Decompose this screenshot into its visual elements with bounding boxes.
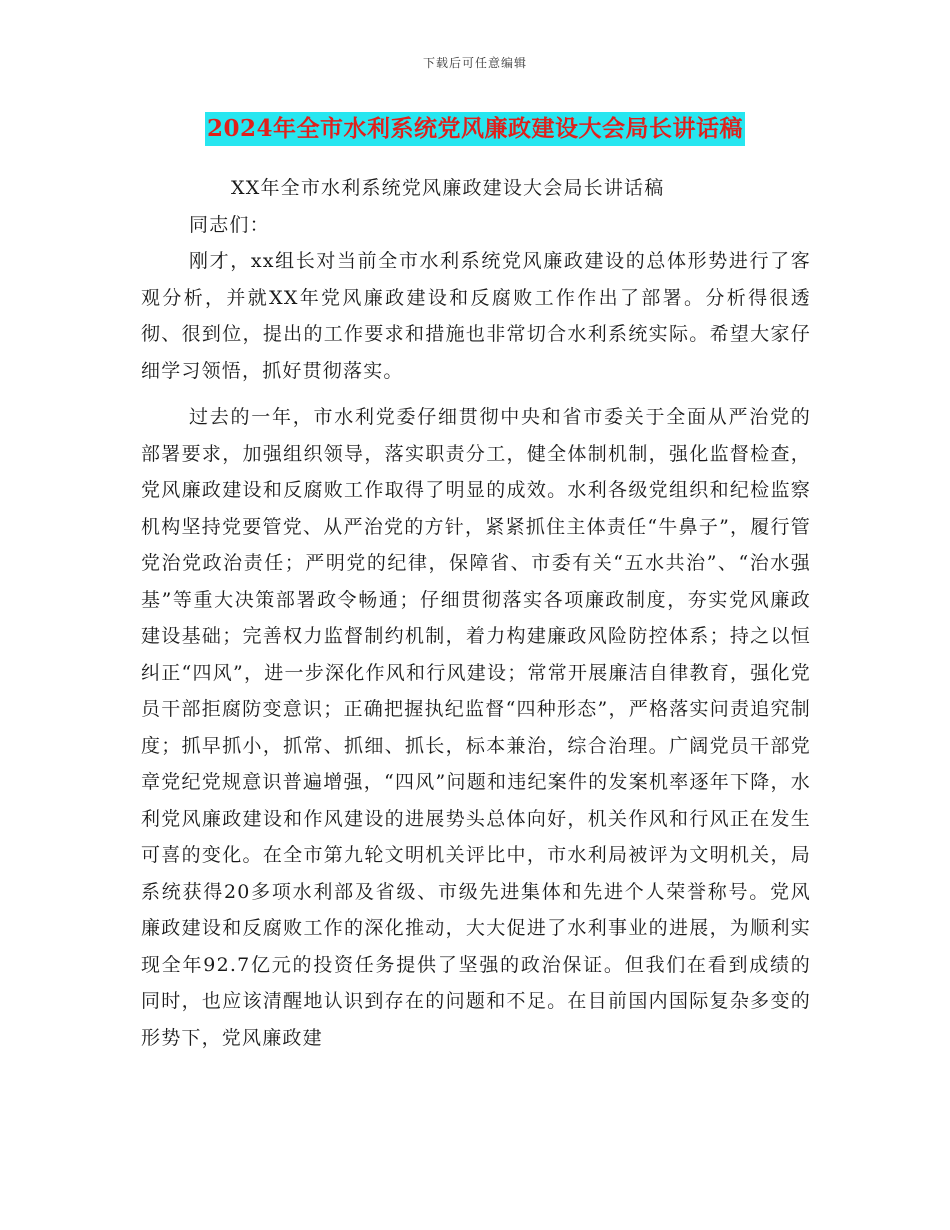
paragraph-1: 刚才，xx组长对当前全市水利系统党风廉政建设的总体形势进行了客观分析，并就XX年党风廉政建设和反腐败工作作出了部署。分析得很透彻、很到位，提出的工作要求和措施也非常切合水利系统实际。希望大家仔细学习领悟，抓好贯彻落实。 — [141, 250, 811, 382]
paragraph-2: 过去的一年，市水利党委仔细贯彻中央和省市委关于全面从严治党的部署要求，加强组织领导，落实职责分工，健全体制机制，强化监督检查，党风廉政建设和反腐败工作取得了明显的成效。水利各级党组织和纪检监察机构坚持党要管党、从严治党的方针，紧紧抓住主体责任“牛鼻子”，履行管党治党政治责任；严明党的纪律，保障省、市委有关“五水共治”、“治水强基”等重大决策部署政令畅通；仔细贯彻落实各项廉政制度，夯实党风廉政建设基础；完善权力监督制约机制，着力构建廉政风险防控体系；持之以恒纠正“四风”，进一步深化作风和行风建设；常常开展廉洁自律教育，强化党员干部拒腐防变意识；正确把握执纪监督“四种形态”，严格落实问责追究制度；抓早抓小，抓常、抓细、抓长，标本兼治，综合治理。广阔党员干部党章党纪党规意识普遍增强，“四风”问题和违纪案件的发案机率逐年下降，水利党风廉政建设和作风建设的进展势头总体向好，机关作风和行风正在发生可喜的变化。在全市第九轮文明机关评比中，市水利局被评为文明机关，局系统获得20多项水利部及省级、市级先进集体和先进个人荣誉称号。党风廉政建设和反腐败工作的深化推动，大大促进了水利事业的进展，为顺利实现全年92.7亿元的投资任务提供了坚强的政治保证。但我们在看到成绩的同时，也应该清醒地认识到存在的问题和不足。在目前国内国际复杂多变的形势下，党风廉政建 — [141, 406, 811, 1049]
header-note: 下载后可任意编辑 — [422, 56, 527, 70]
document-subtitle: XX年全市水利系统党风廉政建设大会局长讲话稿 — [231, 177, 665, 199]
document-title: 2024年全市水利系统党风廉政建设大会局长讲话稿 — [205, 112, 745, 146]
document-body — [141, 170, 811, 1056]
salutation: 同志们： — [189, 213, 270, 236]
title-wrapper — [0, 112, 950, 146]
